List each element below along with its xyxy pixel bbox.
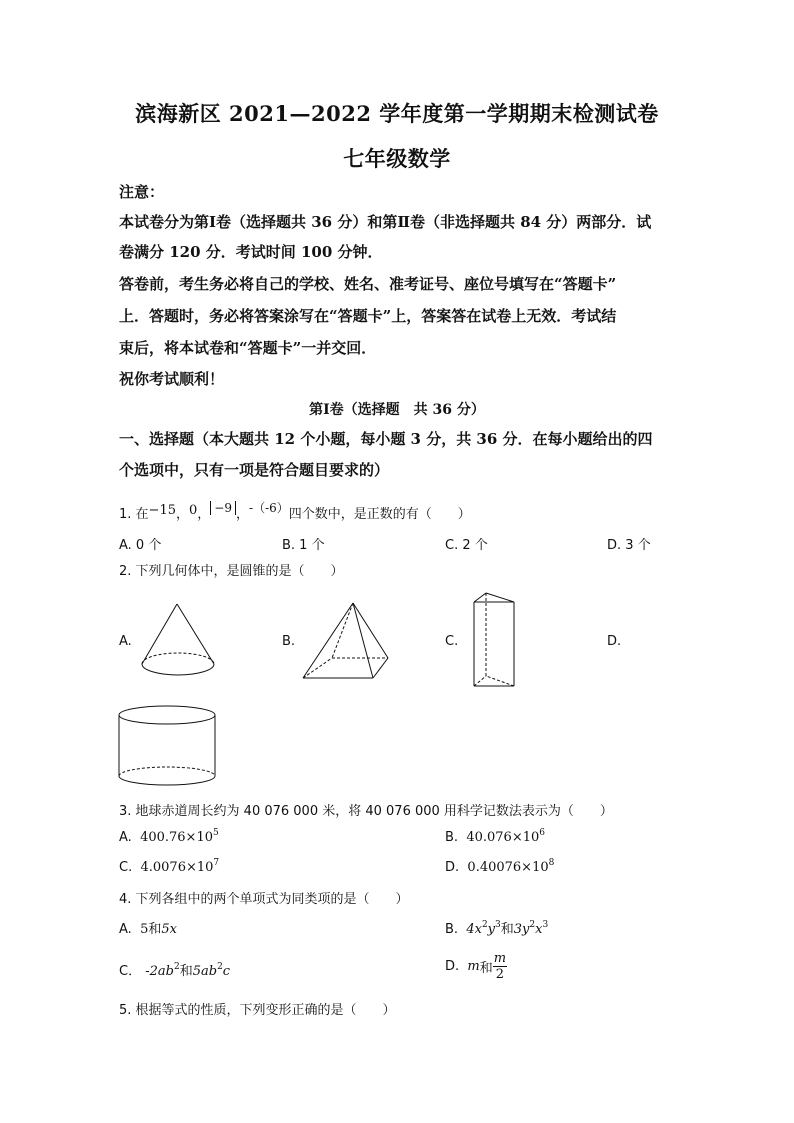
- q1-absolute-value: −9: [210, 501, 236, 515]
- pyramid-figure[interactable]: [300, 598, 400, 688]
- notice-line-3: 答卷前，考生务必将自己的学校、姓名、准考证号、座位号填写在“答题卡”: [119, 275, 617, 293]
- q4-option-b-term-1-y: y: [487, 922, 496, 937]
- q4-option-a-label: A.: [119, 922, 132, 937]
- q4-option-b-exp-1: 2: [481, 920, 488, 930]
- question-2-stem: 2. 下列几何体中，是圆锥的是（ ）: [119, 564, 344, 579]
- q4-option-c-and: 和: [179, 964, 193, 979]
- q1-number-neg15: −15: [148, 503, 176, 518]
- q2-option-b-label[interactable]: B.: [282, 634, 296, 649]
- q3-option-b-value: 40.076×10: [466, 830, 540, 845]
- q3-option-a-value: 400.76×10: [140, 830, 213, 845]
- section-heading-line-1: 一、选择题（本大题共 12 个小题，每小题 3 分，共 36 分．在每小题给出的四: [119, 430, 653, 448]
- q3-option-b-exponent: 6: [539, 828, 545, 838]
- q1-option-a[interactable]: A. 0 个: [119, 538, 162, 553]
- section-title: 第Ⅰ卷（选择题 共 36 分）: [309, 402, 485, 418]
- q4-option-c-label: C．: [119, 964, 142, 979]
- q4-option-b[interactable]: [445, 918, 548, 937]
- question-5-stem: 5. 根据等式的性质，下列变形正确的是（ ）: [119, 1003, 396, 1018]
- q4-option-c[interactable]: [119, 960, 230, 979]
- question-3-stem: 3. 地球赤道周长约为 40 076 000 米，将 40 076 000 用科学记数法表示为（ ）: [119, 804, 613, 819]
- q4-option-d[interactable]: [445, 952, 507, 981]
- q2-option-a-label[interactable]: A.: [119, 634, 132, 649]
- q4-option-a-term-1: 5: [140, 922, 149, 937]
- notice-line-5: 束后，将本试卷和“答题卡”一并交回．: [119, 339, 377, 357]
- notice-line-2: 卷满分 120 分．考试时间 100 分钟．: [119, 243, 383, 261]
- q4-option-d-denominator: 2: [495, 967, 505, 982]
- q1-suffix: 四个数中，是正数的有（ ）: [288, 507, 471, 522]
- notice-line-1: 本试卷分为第Ⅰ卷（选择题共 36 分）和第Ⅱ卷（非选择题共 84 分）两部分．试: [119, 213, 652, 231]
- q3-option-a[interactable]: [119, 830, 219, 845]
- q4-option-b-exp-2: 3: [495, 920, 501, 930]
- q3-option-b-label: B.: [445, 830, 459, 845]
- q4-option-c-term-2: 5ab: [192, 964, 218, 979]
- notice-line-6: 祝你考试顺利！: [119, 370, 225, 388]
- q4-option-b-term-2: 3y: [513, 922, 530, 937]
- q4-option-d-label: D.: [445, 959, 460, 974]
- q3-option-d[interactable]: [445, 860, 554, 875]
- q4-option-a-and: 和: [148, 922, 162, 937]
- section-heading-line-2: 个选项中，只有一项是符合题目要求的）: [119, 461, 390, 479]
- question-4-stem: 4. 下列各组中的两个单项式为同类项的是（ ）: [119, 892, 409, 907]
- q4-option-b-term-2-x: x: [535, 922, 543, 937]
- q3-option-b[interactable]: [445, 830, 545, 845]
- q2-option-d-label[interactable]: D.: [607, 634, 622, 649]
- notice-line-4: 上．答题时，务必将答案涂写在“答题卡”上，答案答在试卷上无效．考试结: [119, 307, 617, 325]
- q1-option-c[interactable]: C. 2 个: [445, 538, 488, 553]
- q4-option-a-term-2: 5x: [161, 922, 177, 937]
- q4-option-c-term-2-c: c: [222, 964, 231, 979]
- q1-option-b[interactable]: B. 1 个: [282, 538, 325, 553]
- q4-option-b-exp-3: 2: [529, 920, 536, 930]
- q1-prefix: 1. 在: [119, 507, 149, 522]
- q4-option-b-term-1: 4x: [466, 922, 482, 937]
- exam-title: 滨海新区 2021—2022 学年度第一学期期末检测试卷: [135, 101, 659, 126]
- q3-option-c-exponent: 7: [213, 858, 220, 868]
- question-1-stem: [119, 503, 471, 522]
- q4-option-c-exp-1: 2: [173, 962, 180, 972]
- q1-sep: ，: [236, 507, 250, 522]
- q3-option-d-label: D.: [445, 860, 460, 875]
- triangular-prism-figure[interactable]: [470, 590, 530, 690]
- q4-option-c-exp-2: 2: [217, 962, 223, 972]
- q3-option-c-label: C.: [119, 860, 133, 875]
- q4-option-d-fraction: [493, 952, 507, 981]
- q1-negative-paren: -（-6）: [249, 501, 289, 515]
- q4-option-b-label: B.: [445, 922, 459, 937]
- q3-option-d-value: 0.40076×10: [467, 860, 549, 875]
- q1-option-d[interactable]: D. 3 个: [607, 538, 651, 553]
- q3-option-d-exponent: 8: [548, 858, 555, 868]
- q3-option-c[interactable]: [119, 860, 219, 875]
- q1-sep: ，: [197, 507, 211, 522]
- cone-figure[interactable]: [136, 598, 236, 688]
- q4-option-a[interactable]: [119, 918, 177, 937]
- q4-option-d-and: 和: [479, 961, 493, 976]
- q3-option-c-value: 4.0076×10: [140, 860, 214, 875]
- q1-sep: ，: [175, 507, 189, 522]
- notice-heading: 注意：: [119, 183, 165, 201]
- q4-option-d-numerator: m: [493, 951, 507, 966]
- q4-option-b-and: 和: [500, 922, 514, 937]
- q3-option-a-exponent: 5: [212, 828, 219, 838]
- exam-subtitle: 七年级数学: [343, 146, 451, 171]
- q3-option-a-label: A.: [119, 830, 132, 845]
- cylinder-figure[interactable]: [117, 703, 217, 788]
- q4-option-d-term-1: m: [467, 959, 480, 974]
- q4-option-c-term-1: -2ab: [145, 964, 174, 979]
- q4-option-b-exp-4: 3: [542, 920, 549, 930]
- q1-number-zero: 0: [189, 503, 198, 518]
- q2-option-c-label[interactable]: C.: [445, 634, 459, 649]
